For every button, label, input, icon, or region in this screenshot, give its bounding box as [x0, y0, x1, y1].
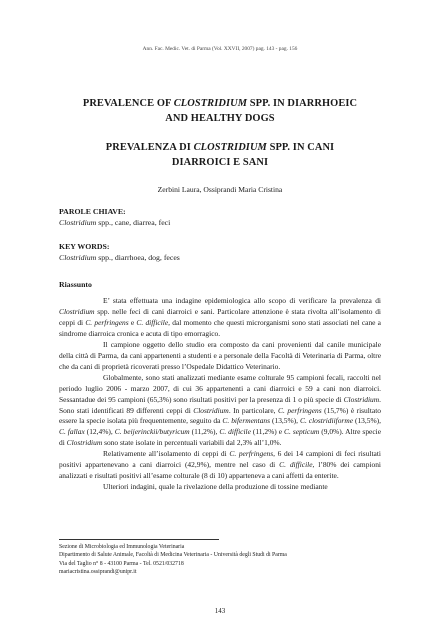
parole-chiave [59, 207, 381, 228]
affiliation-line: Via del Taglio n° 8 - 43100 Parma - Tel. 0521/032718 [59, 560, 184, 567]
affiliation-line: Dipartimento di Salute Animale, Facoltà di Medicina Veterinaria - Università degli Studi di Parma [59, 552, 287, 559]
species-name-italic: C. bifermentans [222, 416, 271, 426]
section-title: Riassunto [59, 280, 92, 289]
species-name-italic: Clostridium [66, 438, 103, 448]
abstract-body [59, 296, 381, 493]
species-name-italic: C. difficile [136, 317, 169, 327]
species-name-italic: C. perfringens [229, 449, 274, 459]
abstract-paragraph [59, 296, 381, 340]
paragraph-text: (12,4%), [84, 427, 115, 437]
parole-chiave-rest: spp., cane, diarrea, feci [96, 217, 171, 227]
paragraph-text: (11,2%) e [250, 427, 285, 437]
title-it-line1-pre: PREVALENZA DI [105, 142, 194, 153]
title-it-line1-italic: CLOSTRIDIUM [193, 142, 267, 153]
key-words [59, 242, 381, 263]
species-name-italic: Clostridium [343, 394, 380, 404]
species-name-italic: C. fallax [59, 427, 85, 437]
title-en-line1-italic: CLOSTRIDIUM [173, 98, 248, 109]
species-name-italic: C. difficile [279, 460, 313, 470]
abstract-paragraph [59, 373, 381, 450]
parole-chiave-label-wrap: PAROLE CHIAVE: [59, 207, 126, 216]
affiliation [59, 543, 287, 577]
affiliation-email: mariacristina.ossiprandi@unipr.it [59, 569, 137, 576]
paragraph-text: (9,0%). Altre specie di [59, 427, 382, 448]
parole-chiave-text [59, 218, 381, 229]
title-english [40, 96, 400, 126]
paragraph-text: sono state isolate in percentuali variabili dal 2,3% all’1,0%. [102, 438, 282, 448]
species-name-italic: Clostridium [59, 306, 95, 316]
key-words-rest: spp., diarrhoea, dog, feces [96, 252, 180, 262]
abstract-paragraph [59, 340, 381, 373]
paragraph-text: Relativamente all’isolamento di ceppi di [103, 449, 230, 459]
title-it-line1-post: SPP. IN CANI [266, 142, 335, 153]
page-number: 143 [214, 607, 226, 615]
title-italian [40, 140, 400, 170]
title-en-line1-post: SPP. IN DIARRHOEIC [247, 98, 358, 109]
parole-chiave-italic: Clostridium [59, 217, 97, 227]
paragraph-text: . In particolare, [228, 405, 279, 415]
abstract-paragraph [59, 482, 381, 493]
paragraph-text: , l’80% dei campioni analizzati e risultati positivi all’esame colturale (8 di 10) apparteneva a cani affetti da enterite. [59, 460, 381, 481]
abstract-paragraph [59, 449, 381, 482]
paragraph-text: Ulteriori indagini, quale la rivelazione della produzione di tossine mediante [103, 482, 328, 492]
affiliation-line: Sezione di Microbiologia ed Immunologia Veterinaria [59, 544, 185, 550]
paragraph-text: e [128, 317, 137, 327]
key-words-text [59, 253, 381, 264]
species-name-italic: Clostridium [193, 405, 229, 415]
paragraph-text: (13,5%), [353, 416, 381, 426]
species-name-italic: C. perfringens [278, 405, 322, 415]
key-words-label-wrap: KEY WORDS: [59, 242, 110, 251]
paragraph-text: Globalmente, sono stati analizzati mediante esame colturale 95 campioni fecali, raccolti nel periodo luglio 2006 - marzo 2007, di cui 36 appartenenti a cani diarroici e 59 a cani non diarroici. Sessantadue dei 95 campioni (65,3%) sono risultati positivi per la presenza di 1 o più specie di [59, 372, 381, 404]
title-en-line1-pre: PREVALENCE OF [82, 98, 174, 109]
species-name-italic: C. septicum [284, 427, 320, 437]
paragraph-text: (13,5%), [270, 416, 300, 426]
authors: Zerbini Laura, Ossiprandi Maria Cristina [157, 185, 283, 194]
paragraph-text: spp. nelle feci di cani diarroici e sani. Particolare attenzione è stata rivolta all’isolamento di ceppi di [59, 306, 381, 327]
title-en-line2: AND HEALTHY DOGS [165, 113, 275, 124]
species-name-italic: C. beijerinckii/butyricum [114, 427, 190, 437]
key-words-italic: Clostridium [59, 252, 97, 262]
footnote-divider [59, 539, 219, 540]
species-name-italic: C. perfringens [85, 317, 129, 327]
paragraph-text: E’ stata effettuata una indagine epidemiologica allo scopo di verificare la prevalenza di [103, 296, 381, 305]
paragraph-text: , dal momento che questi microrganismi sono stati associati nel cane a sindrome diarroica cronica e acuta di tipo emorragico. [59, 317, 381, 338]
paragraph-text: (15,7%) è risultato essere la specie isolata più frequentemente, seguito da [59, 405, 381, 426]
paragraph-text: Il campione oggetto dello studio era composto da cani provenienti dal canile municipale della città di Parma, da cani appartenenti a studenti e a personale della Facoltà di Veterinaria di Parma, oltre che da cani di proprietà ricoverati presso l’Ospedale Didattico Veterinario. [59, 339, 381, 371]
parole-chiave-label: PAROLE CHIAVE [59, 207, 124, 216]
species-name-italic: C. clostridiiforme [300, 416, 353, 426]
title-it-line2: DIARROICI E SANI [171, 157, 269, 168]
paragraph-text: , 6 dei 14 campioni di feci risultati positivi appartenevano a cani diarroici (42,9%), mentre nel caso di [59, 449, 381, 470]
species-name-italic: C. difficile [219, 427, 251, 437]
key-words-label: KEY WORDS [59, 242, 107, 251]
paragraph-text: (11,2%), [189, 427, 220, 437]
running-head: Ann. Fac. Medic. Vet. di Parma (Vol. XXVII, 2007) pag. 143 - pag. 156 [142, 46, 298, 52]
paragraph-text: . Sono stati identificati 89 differenti ceppi di [59, 394, 381, 415]
